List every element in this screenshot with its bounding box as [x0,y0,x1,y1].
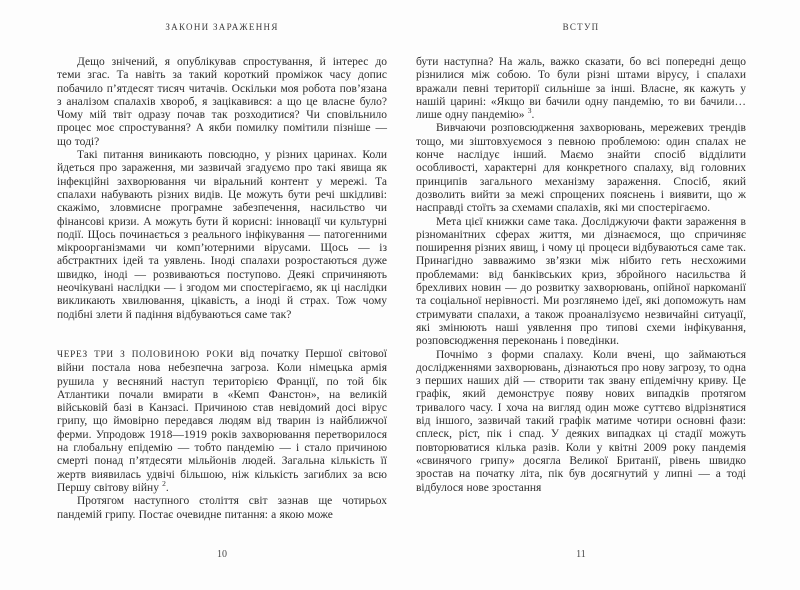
page-number-right: 11 [576,549,586,560]
section-opener-caps: ЧЕРЕЗ ТРИ З ПОЛОВИНОЮ РОКИ [57,349,234,360]
running-header-right: ВСТУП [562,22,600,32]
paragraph: Почнімо з форми спалаху. Коли вчені, що займаються дослідженнями захворювань, дізнаються про нову загрозу, то одна з перших наших дій — створити так звану епідемічну криву. Це графік, який демонструє появу нових випадків протягом тривалого часу. І хоча на вигляд один може суттєво відрізнятися від іншого, зазвичай такий графік матиме чотири основні фази: сплеск, ріст, пік і спад. У деяких випадках ці стадії можуть повторюватися кілька разів. Коли у квітні 2009 року пандемія «свинячого грипу» досягла Великої Британії, рівень швидко зростав на початку літа, пік був досягнутий у липні — а тоді відбулося нове зростання [416,348,746,494]
running-header-left: ЗАКОНИ ЗАРАЖЕННЯ [165,22,279,32]
page-number-left: 10 [217,549,227,560]
footnote-ref: 2 [162,479,166,489]
paragraph: Протягом наступного століття світ зазнав ще чотирьох пандемій грипу. Постає очевидне питання: а якою може [57,495,387,521]
book-page-right [416,0,746,590]
paragraph: Вивчаючи розповсюдження захворювань, мережевих трендів тощо, ми зіштовхуємося з певною проблемою: один спалах не конче наслідує інший. Маємо знайти спосіб відділити особливості, характерні для конкретного спалаху, від головних принципів загального механізму зараження. Спосіб, який дозволить вийти за межі спрощених пояснень і виявити, що ж насправді стоїть за схемами спалахів, які ми спостерігаємо. [416,122,746,215]
paragraph: бути наступна? На жаль, важко сказати, бо всі попередні дещо різнилися між собою. То були різні штами вірусу, і спалахи вражали певні території сильніше за інші. Власне, як кажуть у нашій царині: «Якщо ви бачили одну пандемію, то ви бачили… лише одну пандемію» $^3$. [416,56,746,122]
paragraph: Дещо знічений, я опублікував спростування, й інтерес до теми згас. Та навіть за такий короткий проміжок часу допис побачило п’ятдесят тисяч читачів. Оскільки моя робота пов’язана з аналізом спалахів хвороб, я зацікавився: а що це власне було? Чому мій твіт одразу почав так розходитися? Чи сповільнило процес моє спростування? А якби помилку помітили пізніше — що тоді? [57,56,387,148]
page-body-right [416,56,746,495]
paragraph: Мета цієї книжки саме така. Досліджуючи факти зараження в різноманітних сферах життя, ми дізнаємося, що спричиняє поширення різних явищ, і чому ці процеси відбуваються саме так. Принагідно завважимо зв’язки між нібито геть несхожими проблемами: від банківських криз, збройного насильства й брехливих новин — до розвитку захворювань, опійної наркоманії та соціальної нерівності. Ми розглянемо ідеї, які допоможуть нам стримувати спалахи, а також проаналізуємо незвичайні ситуації, які змінюють наші уявлення про типові схеми інфікування, розповсюдження переконань і поведінки. [416,215,746,348]
paragraph: ЧЕРЕЗ ТРИ З ПОЛОВИНОЮ РОКИ від початку Першої світової війни постала нова небезпечна загроза. Коли німецька армія рушила у весняний наступ територією Франції, по той бік Атлантики почали вмирати в «Кемп Фанстон», на великій військовій базі в Канзасі. Причиною став невідомий досі вірус грипу, що ймовірно передався людям від тварин із найближчої ферми. Упродовж 1918—1919 років захворювання перетворилося на глобальну епідемію — тобто пандемію — і стало причиною смерті понад п’ятдесяти мільйонів людей. Загальна кількість її жертв виявилась удвічі більшою, ніж кількість загиблих за всю Першу світову війну $^2$. [57,347,387,494]
paragraph: Такі питання виникають повсюдно, у різних царинах. Коли йдеться про зараження, ми зазвичай згадуємо про такі явища як інфекційні захворювання чи віральний контент у мережі. Та спалахи набувають різних видів. Це можуть бути речі шкідливі: скажімо, зловмисне програмне забезпечення, насильство чи фінансові кризи. А можуть бути й корисні: інновації чи культурні події. Щось починається з реального інфікування — патогенними мікроорганізмами чи комп’ютерними вірусами. Щось — із абстрактних ідей та уявлень. Іноді спалахи розростаються дуже швидко, іноді — розвиваються поступово. Деякі спричиняють неочікувані наслідки — і згодом ми спостерігаємо, як ці наслідки викликають хвилювання, цікавість, а іноді й страх. Тож чому подібні злети й падіння відбуваються саме так? [57,149,387,321]
book-page-left [57,0,387,590]
page-body-left [57,56,387,522]
footnote-ref: 3 [527,106,532,116]
